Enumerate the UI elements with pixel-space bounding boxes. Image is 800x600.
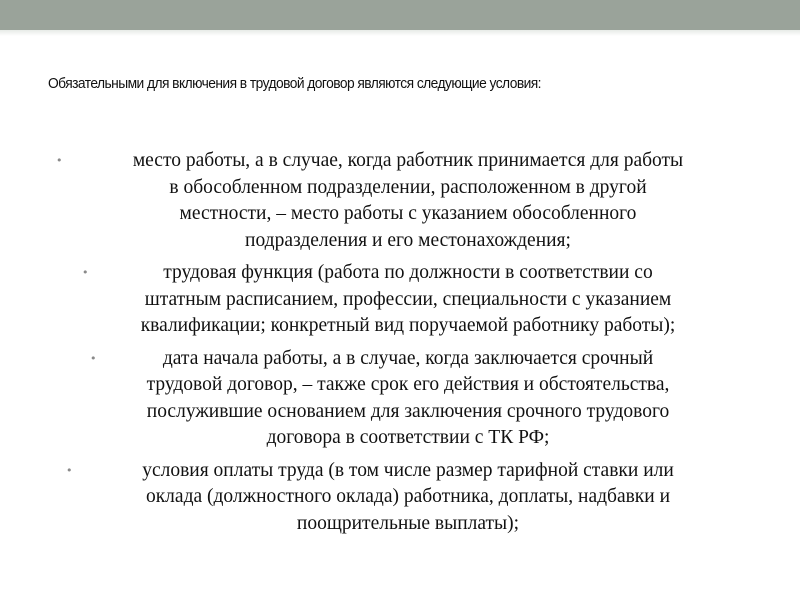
item-line: в обособленном подразделении, расположенном в другой [169,176,647,198]
item-line: местности, – место работы с указанием обособленного [179,203,637,224]
item-line: квалификации; конкретный вид поручаемой работнику работы); [140,315,676,336]
bullet-icon: • [56,154,63,167]
list-item [52,260,764,340]
bullet-list [52,148,764,543]
list-item [52,346,764,452]
list-item [52,148,764,254]
item-line: место работы, а в случае, когда работник принимается для работы [132,150,684,171]
item-line: послужившие основанием для заключения срочного трудового [146,400,670,422]
item-line: подразделения и его местонахождения; [245,229,571,251]
item-line: оклада (должностного оклада) работника, доплаты, надбавки и [145,486,671,507]
item-line: поощрительные выплаты); [296,512,520,534]
top-bar [0,0,800,30]
bullet-icon: • [66,463,73,477]
bullet-icon: • [90,351,97,365]
item-line: трудовая функция (работа по должности в соответствии со [163,262,653,283]
item-line: договора в соответствии с ТК РФ; [266,427,550,448]
item-line: трудовой договор, – также срок его действия и обстоятельства, [146,374,670,395]
slide-heading: Обязательными для включения в трудовой договор являются следующие условия: [48,75,541,92]
bullet-icon: • [82,266,89,279]
item-line: штатным расписанием, профессии, специальности с указанием [144,288,672,310]
item-line: условия оплаты труда (в том числе размер тарифной ставки или [142,459,674,481]
top-bar-shadow [0,30,800,36]
item-line: дата начала работы, а в случае, когда заключается срочный [162,347,654,369]
list-item [52,458,764,538]
